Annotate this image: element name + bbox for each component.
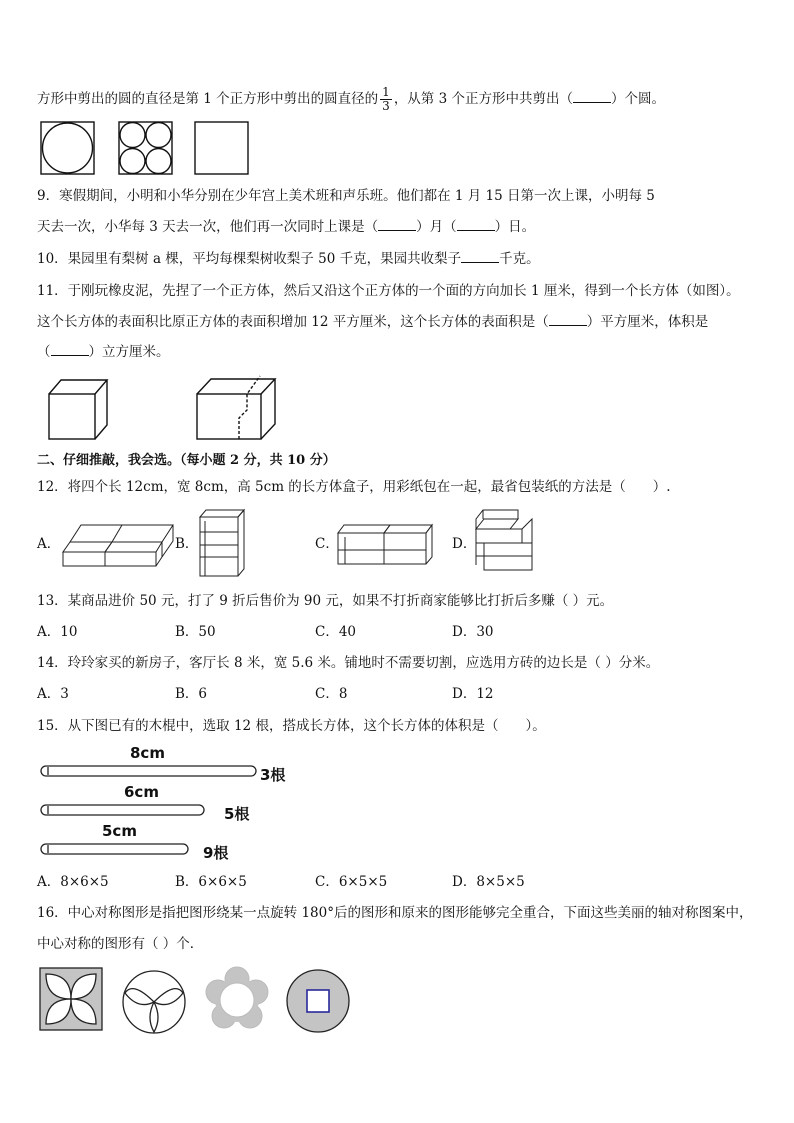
pattern-three-petal-circle bbox=[123, 971, 185, 1033]
q8-squares-figure bbox=[40, 120, 260, 176]
stick-8cm-length: 8cm bbox=[130, 744, 165, 762]
q15-option-c[interactable]: C．6×5×5 bbox=[315, 874, 388, 890]
q15-option-b[interactable]: B．6×6×5 bbox=[175, 874, 247, 890]
q15-options bbox=[37, 872, 757, 892]
q16-line1: 16．中心对称图形是指把图形绕某一点旋转 180°后的图形和原来的图形能够完全重合，下面这些美丽的轴对称图案中， bbox=[37, 905, 753, 921]
stick-5cm-length: 5cm bbox=[102, 822, 137, 840]
q12-box-figures bbox=[60, 507, 540, 579]
q15-option-d[interactable]: D．8×5×5 bbox=[452, 874, 525, 890]
q9-line1: 9．寒假期间，小明和小华分别在少年宫上美术班和声乐班。他们都在 1 月 15 日第一次上课，小明每 5 bbox=[37, 188, 655, 204]
stick-6cm bbox=[41, 805, 204, 815]
q13-option-c[interactable]: C．40 bbox=[315, 624, 357, 640]
square-one-circle bbox=[41, 122, 94, 174]
q14-option-b[interactable]: B．6 bbox=[175, 686, 208, 702]
answer-blank[interactable] bbox=[457, 216, 495, 231]
q13-options bbox=[37, 622, 757, 642]
q13-option-b[interactable]: B．50 bbox=[175, 624, 216, 640]
q15-stem: 15．从下图已有的木棍中，选取 12 根，搭成长方体，这个长方体的体积是（ ）。 bbox=[37, 718, 546, 734]
q14-option-d[interactable]: D．12 bbox=[452, 686, 494, 702]
q14-options bbox=[37, 684, 757, 704]
q12-option-d[interactable]: D． bbox=[452, 536, 477, 552]
pattern-four-petal-square bbox=[40, 968, 102, 1030]
q14-option-c[interactable]: C．8 bbox=[315, 686, 348, 702]
square-four-circles bbox=[119, 122, 172, 174]
section-heading: 二、仔细推敲，我会选。（每小题 2 分，共 10 分） bbox=[37, 453, 336, 468]
q10-text: 10．果园里有梨树 a 棵，平均每棵梨树收梨子 50 千克，果园共收梨子 千克。 bbox=[37, 248, 540, 269]
q13-stem: 13．某商品进价 50 元，打了 9 折后售价为 90 元，如果不打折商家能够比打折后多赚（ ）元。 bbox=[37, 593, 614, 609]
q9-line2: 天去一次，小华每 3 天去一次，他们再一次同时上课是（ ）月（ ）日。 bbox=[37, 216, 535, 237]
fraction-one-third: $\frac{1}{3}$ bbox=[382, 85, 390, 113]
stick-6cm-count: 5根 bbox=[224, 805, 250, 823]
cube bbox=[49, 380, 107, 439]
pattern-flower bbox=[206, 967, 268, 1028]
q16-patterns-figure bbox=[38, 966, 358, 1036]
q15-option-a[interactable]: A．8×6×5 bbox=[37, 874, 109, 890]
square-empty bbox=[195, 122, 248, 174]
stick-6cm-length: 6cm bbox=[124, 783, 159, 801]
q12-option-b[interactable]: B． bbox=[175, 536, 199, 552]
answer-blank[interactable] bbox=[573, 88, 611, 103]
stick-8cm-count: 3根 bbox=[260, 766, 286, 784]
q14-option-a[interactable]: A．3 bbox=[37, 686, 69, 702]
q12-option-c[interactable]: C． bbox=[315, 536, 339, 552]
answer-blank[interactable] bbox=[51, 341, 89, 356]
pattern-coin bbox=[287, 970, 349, 1032]
stick-5cm bbox=[41, 844, 188, 854]
answer-blank[interactable] bbox=[378, 216, 416, 231]
stick-5cm-count: 9根 bbox=[203, 844, 229, 862]
q11-line2: 这个长方体的表面积比原正方体的表面积增加 12 平方厘米，这个长方体的表面积是（ ）平方厘米，体积是 bbox=[37, 311, 708, 332]
answer-blank[interactable] bbox=[461, 248, 499, 263]
answer-blank[interactable] bbox=[549, 311, 587, 326]
q11-line1: 11．于刚玩橡皮泥，先捏了一个正方体，然后又沿这个正方体的一个面的方向加长 1 厘米，得到一个长方体（如图）。 bbox=[37, 283, 740, 299]
q13-option-d[interactable]: D．30 bbox=[452, 624, 494, 640]
option-c-boxes bbox=[338, 525, 432, 564]
q11-line3: （ ）立方厘米。 bbox=[37, 341, 170, 362]
q8-text: 方形中剪出的圆的直径是第 1 个正方形中剪出的圆直径的 $\frac{1}{3}$ ，从第 3 个正方形中共剪出（ ）个圆。 bbox=[37, 85, 665, 113]
option-a-boxes bbox=[63, 525, 173, 566]
stick-8cm bbox=[41, 766, 256, 776]
option-b-boxes bbox=[200, 510, 244, 576]
q16-line2: 中心对称的图形有（ ）个． bbox=[37, 936, 204, 952]
q13-option-a[interactable]: A．10 bbox=[37, 624, 78, 640]
q14-stem: 14．玲玲家买的新房子，客厅长 8 米，宽 5.6 米。铺地时不需要切割，应选用方砖的边长是（ ）分米。 bbox=[37, 655, 660, 671]
q12-stem: 12．将四个长 12cm，宽 8cm，高 5cm 的长方体盒子，用彩纸包在一起，最省包装纸的方法是（ ）. bbox=[37, 479, 671, 495]
cuboid bbox=[197, 376, 275, 439]
q11-cube-figure bbox=[48, 374, 280, 442]
q12-option-a[interactable]: A． bbox=[37, 536, 61, 552]
option-d-boxes bbox=[476, 510, 532, 570]
